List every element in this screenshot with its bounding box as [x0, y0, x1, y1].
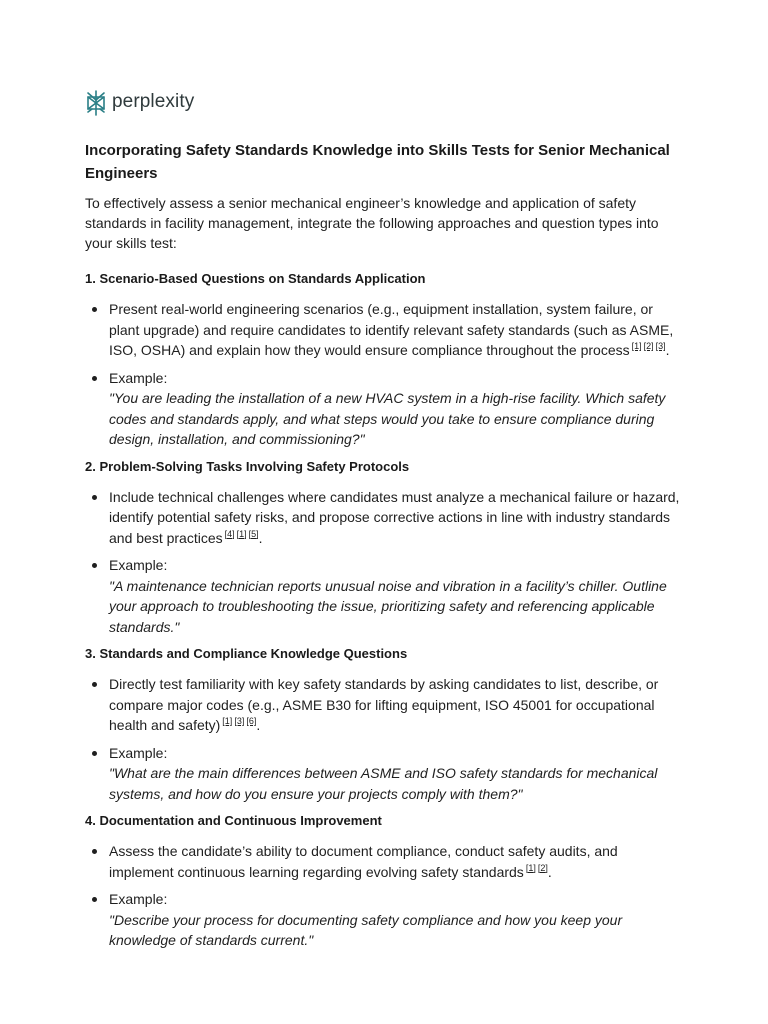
bullet-list — [85, 841, 685, 951]
section — [85, 269, 685, 450]
list-item — [85, 743, 685, 805]
bullet-text: Present real-world engineering scenarios (e.g., equipment installation, system failure, or plant upgrade) and require candidates to identify relevant safety standards (such as ASME, ISO, OSHA) and explain how they would ensure compliance throughout the process — [109, 301, 674, 358]
bullet-text: Include technical challenges where candidates must analyze a mechanical failure or hazard, identify potential safety risks, and propose corrective actions in line with industry standards and best practices — [109, 488, 680, 546]
example-label: Example: — [109, 744, 168, 761]
section-heading: 3. Standards and Compliance Knowledge Questions — [85, 646, 408, 661]
list-item: Include technical challenges where candidates must analyze a mechanical failure or hazard, identify potential safety risks, and propose corrective actions in line with industry standards and best practices [4] [1] [5]. — [85, 487, 685, 549]
list-item: Directly test familiarity with key safety standards by asking candidates to list, describe, or compare major codes (e.g., ASME B30 for lifting equipment, ISO 45001 for occupational health and safety) [1] [3] [6]. — [85, 674, 685, 736]
section-heading: 2. Problem-Solving Tasks Involving Safety Protocols — [85, 458, 410, 474]
citation-link[interactable]: [1] — [222, 716, 233, 726]
bullet-list — [85, 487, 685, 638]
citation-link[interactable]: [6] — [246, 716, 257, 726]
bullet-list — [85, 299, 685, 450]
citation-link[interactable]: [2] — [643, 341, 654, 351]
citation-link[interactable]: [1] — [236, 528, 247, 539]
citation-link[interactable]: [4] — [224, 528, 235, 539]
example-label: Example: — [109, 557, 168, 573]
brand-name: perplexity — [112, 91, 195, 112]
citation-link[interactable]: [3] — [655, 341, 666, 351]
citation-link[interactable]: [2] — [537, 862, 548, 873]
list-item — [85, 889, 685, 951]
list-item — [85, 368, 685, 450]
list-item: Assess the candidate’s ability to document compliance, conduct safety audits, and implement continuous learning regarding evolving safety standards [1] [2]. — [85, 841, 685, 882]
example-question: "What are the main differences between ASME and ISO safety standards for mechanical systems, and how do you ensure your projects comply with them?" — [109, 765, 658, 802]
list-item — [85, 555, 685, 637]
example-label: Example: — [109, 369, 168, 386]
example-question: "You are leading the installation of a new HVAC system in a high-rise facility. Which safety codes and standards apply, and what steps would you take to ensure compliance during design, installation, and commissioning?" — [109, 390, 666, 447]
citation-link[interactable]: [3] — [234, 716, 245, 726]
citation-link[interactable]: [1] — [631, 341, 642, 351]
section-heading: 1. Scenario-Based Questions on Standards Application — [85, 271, 426, 286]
perplexity-logo — [85, 90, 194, 116]
bullet-text: Directly test familiarity with key safety standards by asking candidates to list, describe, or compare major codes (e.g., ASME B30 for lifting equipment, ISO 45001 for occupational health and safety) — [109, 676, 659, 733]
section — [85, 811, 685, 951]
citation-link[interactable]: [1] — [525, 862, 536, 873]
example-label: Example: — [109, 891, 168, 907]
list-item: Present real-world engineering scenarios (e.g., equipment installation, system failure, or plant upgrade) and require candidates to identify relevant safety standards (such as ASME, ISO, OSHA) and explain how they would ensure compliance throughout the process [1] [2] [3]. — [85, 299, 685, 361]
intro-paragraph: To effectively assess a senior mechanical engineer’s knowledge and application of safety standards in facility management, integrate the following approaches and question types into your skills test: — [85, 195, 659, 251]
example-question: "A maintenance technician reports unusual noise and vibration in a facility’s chiller. Outline your approach to troubleshooting the issue, prioritizing safety and referencing applicable standards." — [109, 577, 667, 635]
section-heading: 4. Documentation and Continuous Improvement — [85, 813, 382, 828]
perplexity-logo-icon — [85, 90, 107, 116]
section — [85, 457, 685, 638]
bullet-list — [85, 674, 685, 804]
document-title: Incorporating Safety Standards Knowledge into Skills Tests for Senior Mechanical Engineers — [85, 142, 670, 182]
citation-link[interactable]: [5] — [248, 528, 259, 539]
document-body — [85, 139, 685, 958]
bullet-text: Assess the candidate’s ability to document compliance, conduct safety audits, and implement continuous learning regarding evolving safety standards — [109, 843, 618, 880]
example-question: "Describe your process for documenting safety compliance and how you keep your knowledge of standards current." — [109, 911, 623, 948]
section — [85, 644, 685, 804]
